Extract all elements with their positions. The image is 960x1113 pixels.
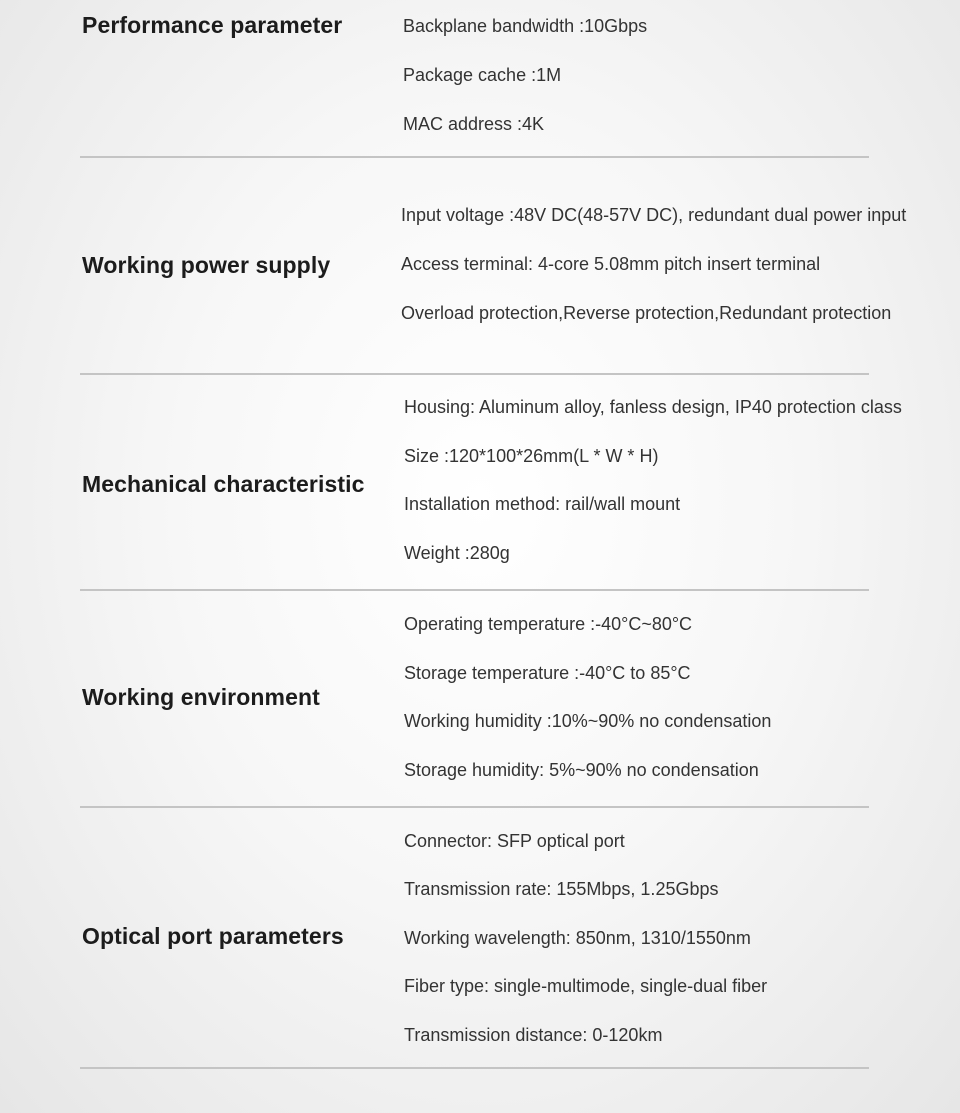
- spec-item: Storage temperature :-40°C to 85°C: [404, 663, 691, 683]
- section-divider: [80, 589, 869, 591]
- section-divider: [80, 373, 869, 375]
- section-title: Optical port parameters: [82, 923, 344, 949]
- spec-item: Housing: Aluminum alloy, fanless design, IP40 protection class: [404, 397, 902, 417]
- spec-item: Weight :280g: [404, 543, 510, 563]
- section-divider: [80, 156, 869, 158]
- section-title: Performance parameter: [82, 12, 343, 38]
- spec-item: MAC address :4K: [403, 114, 545, 134]
- spec-item: Working wavelength: 850nm, 1310/1550nm: [404, 928, 751, 948]
- spec-item: Transmission distance: 0-120km: [404, 1025, 663, 1045]
- section-title: Working environment: [82, 684, 320, 710]
- spec-item: Package cache :1M: [403, 65, 562, 85]
- spec-item: Connector: SFP optical port: [404, 831, 625, 851]
- spec-item: Storage humidity: 5%~90% no condensation: [404, 760, 759, 780]
- spec-item: Operating temperature :-40°C~80°C: [404, 614, 693, 634]
- spec-item: Access terminal: 4-core 5.08mm pitch insert terminal: [401, 254, 821, 274]
- spec-item: Installation method: rail/wall mount: [404, 494, 681, 514]
- section-title: Working power supply: [82, 252, 331, 278]
- section-title: Mechanical characteristic: [82, 471, 365, 497]
- spec-item: Working humidity :10%~90% no condensation: [404, 711, 772, 731]
- spec-item: Overload protection,Reverse protection,Redundant protection: [401, 303, 892, 323]
- spec-item: Size :120*100*26mm(L * W * H): [404, 446, 659, 466]
- spec-item: Backplane bandwidth :10Gbps: [403, 16, 648, 36]
- section-divider: [80, 1067, 869, 1069]
- section-divider: [80, 806, 869, 808]
- spec-item: Transmission rate: 155Mbps, 1.25Gbps: [404, 879, 719, 899]
- spec-item: Input voltage :48V DC(48-57V DC), redundant dual power input: [401, 205, 907, 225]
- spec-item: Fiber type: single-multimode, single-dual fiber: [404, 976, 768, 996]
